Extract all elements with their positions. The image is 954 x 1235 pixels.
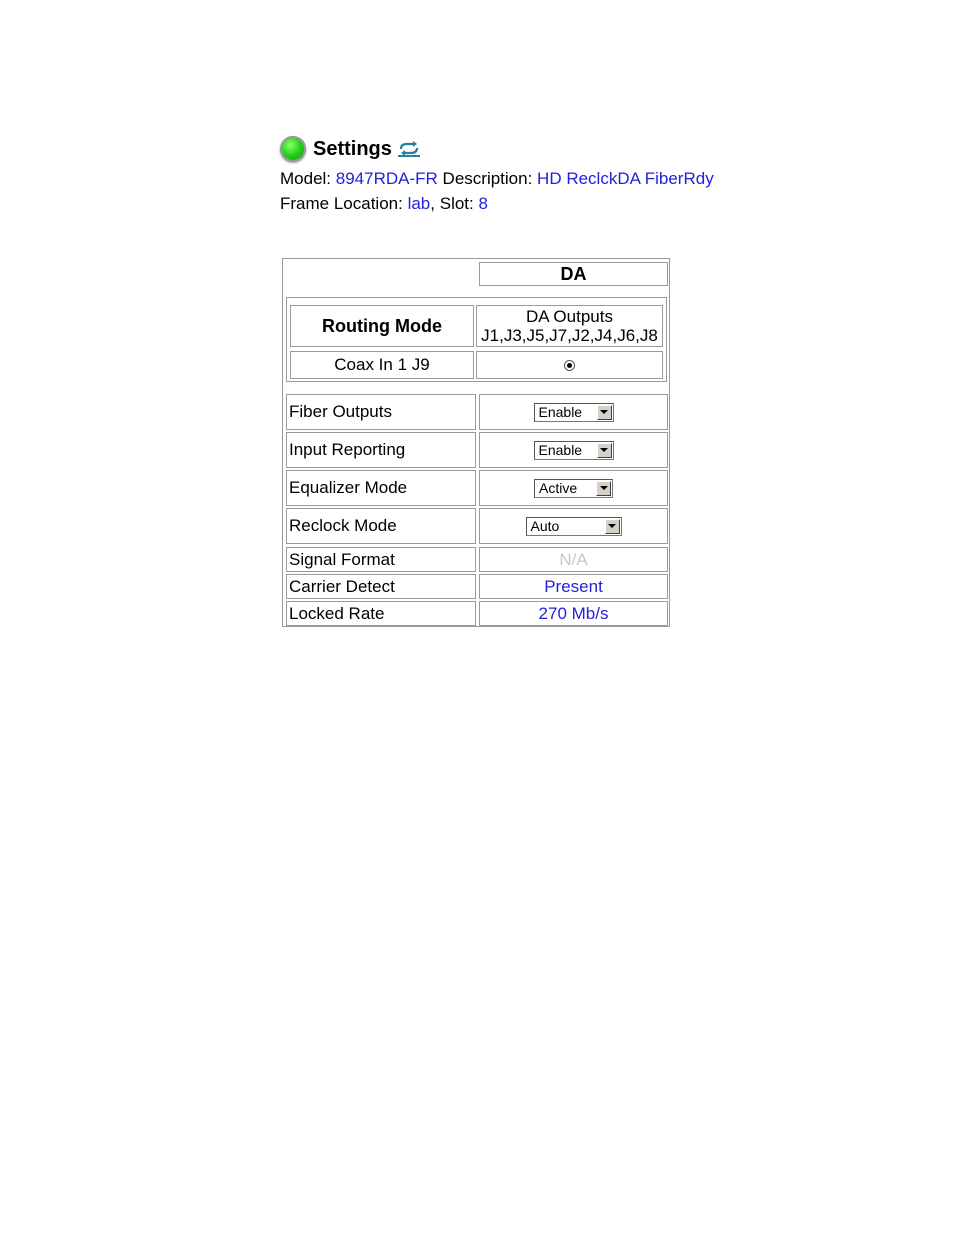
frame-location-value: lab [407,194,431,213]
fiber-outputs-select-value: Enable [538,404,583,420]
chevron-down-icon[interactable] [605,519,620,534]
row-label-signal-format: Signal Format [286,547,476,572]
row-label-reclock-mode: Reclock Mode [286,508,476,544]
settings-table [282,258,670,627]
slot-label: Slot: [439,194,474,213]
row-label-input-reporting: Input Reporting [286,432,476,468]
chevron-down-icon[interactable] [597,443,612,458]
row-value-equalizer-mode [479,470,668,506]
description-label: Description: [442,169,533,188]
row-value-input-reporting [479,432,668,468]
equalizer-mode-select[interactable] [534,479,613,498]
model-info-line [280,166,714,191]
row-label-locked-rate: Locked Rate [286,601,476,626]
routing-mode-label: Routing Mode [290,305,474,347]
green-status-led-icon [280,136,306,162]
coax-input-label: Coax In 1 J9 [290,351,474,379]
page-title: Settings [313,137,392,160]
da-outputs-title: DA Outputs [526,307,613,326]
reclock-mode-select-value: Auto [530,518,560,534]
locked-rate-value: 270 Mb/s [479,601,668,626]
refresh-icon[interactable] [396,140,422,158]
coax-in-radio[interactable] [564,360,575,371]
frame-location-label: Frame Location: [280,194,403,213]
equalizer-mode-select-value: Active [539,480,578,496]
model-label: Model: [280,169,332,188]
reclock-mode-select[interactable] [526,517,622,536]
location-info-line [280,191,714,216]
row-label-fiber-outputs: Fiber Outputs [286,394,476,430]
title-row [280,132,714,166]
row-value-fiber-outputs [479,394,668,430]
settings-header [280,132,714,216]
row-label-carrier-detect: Carrier Detect [286,574,476,599]
da-outputs-header [476,305,663,347]
model-value: 8947RDA-FR [335,169,438,188]
carrier-detect-value: Present [479,574,668,599]
row-label-equalizer-mode: Equalizer Mode [286,470,476,506]
chevron-down-icon[interactable] [597,405,612,420]
signal-format-value: N/A [479,547,668,572]
description-value: HD ReclckDA FiberRdy [537,169,714,188]
routing-mode-table [286,297,667,382]
input-reporting-select[interactable] [534,441,614,460]
location-separator: , [430,194,435,213]
row-value-reclock-mode [479,508,668,544]
input-reporting-select-value: Enable [538,442,583,458]
column-header-da: DA [479,262,668,286]
routing-radio-cell [476,351,663,379]
chevron-down-icon[interactable] [596,481,611,496]
da-outputs-connectors: J1,J3,J5,J7,J2,J4,J6,J8 [481,326,658,345]
fiber-outputs-select[interactable] [534,403,614,422]
slot-value: 8 [478,194,488,213]
